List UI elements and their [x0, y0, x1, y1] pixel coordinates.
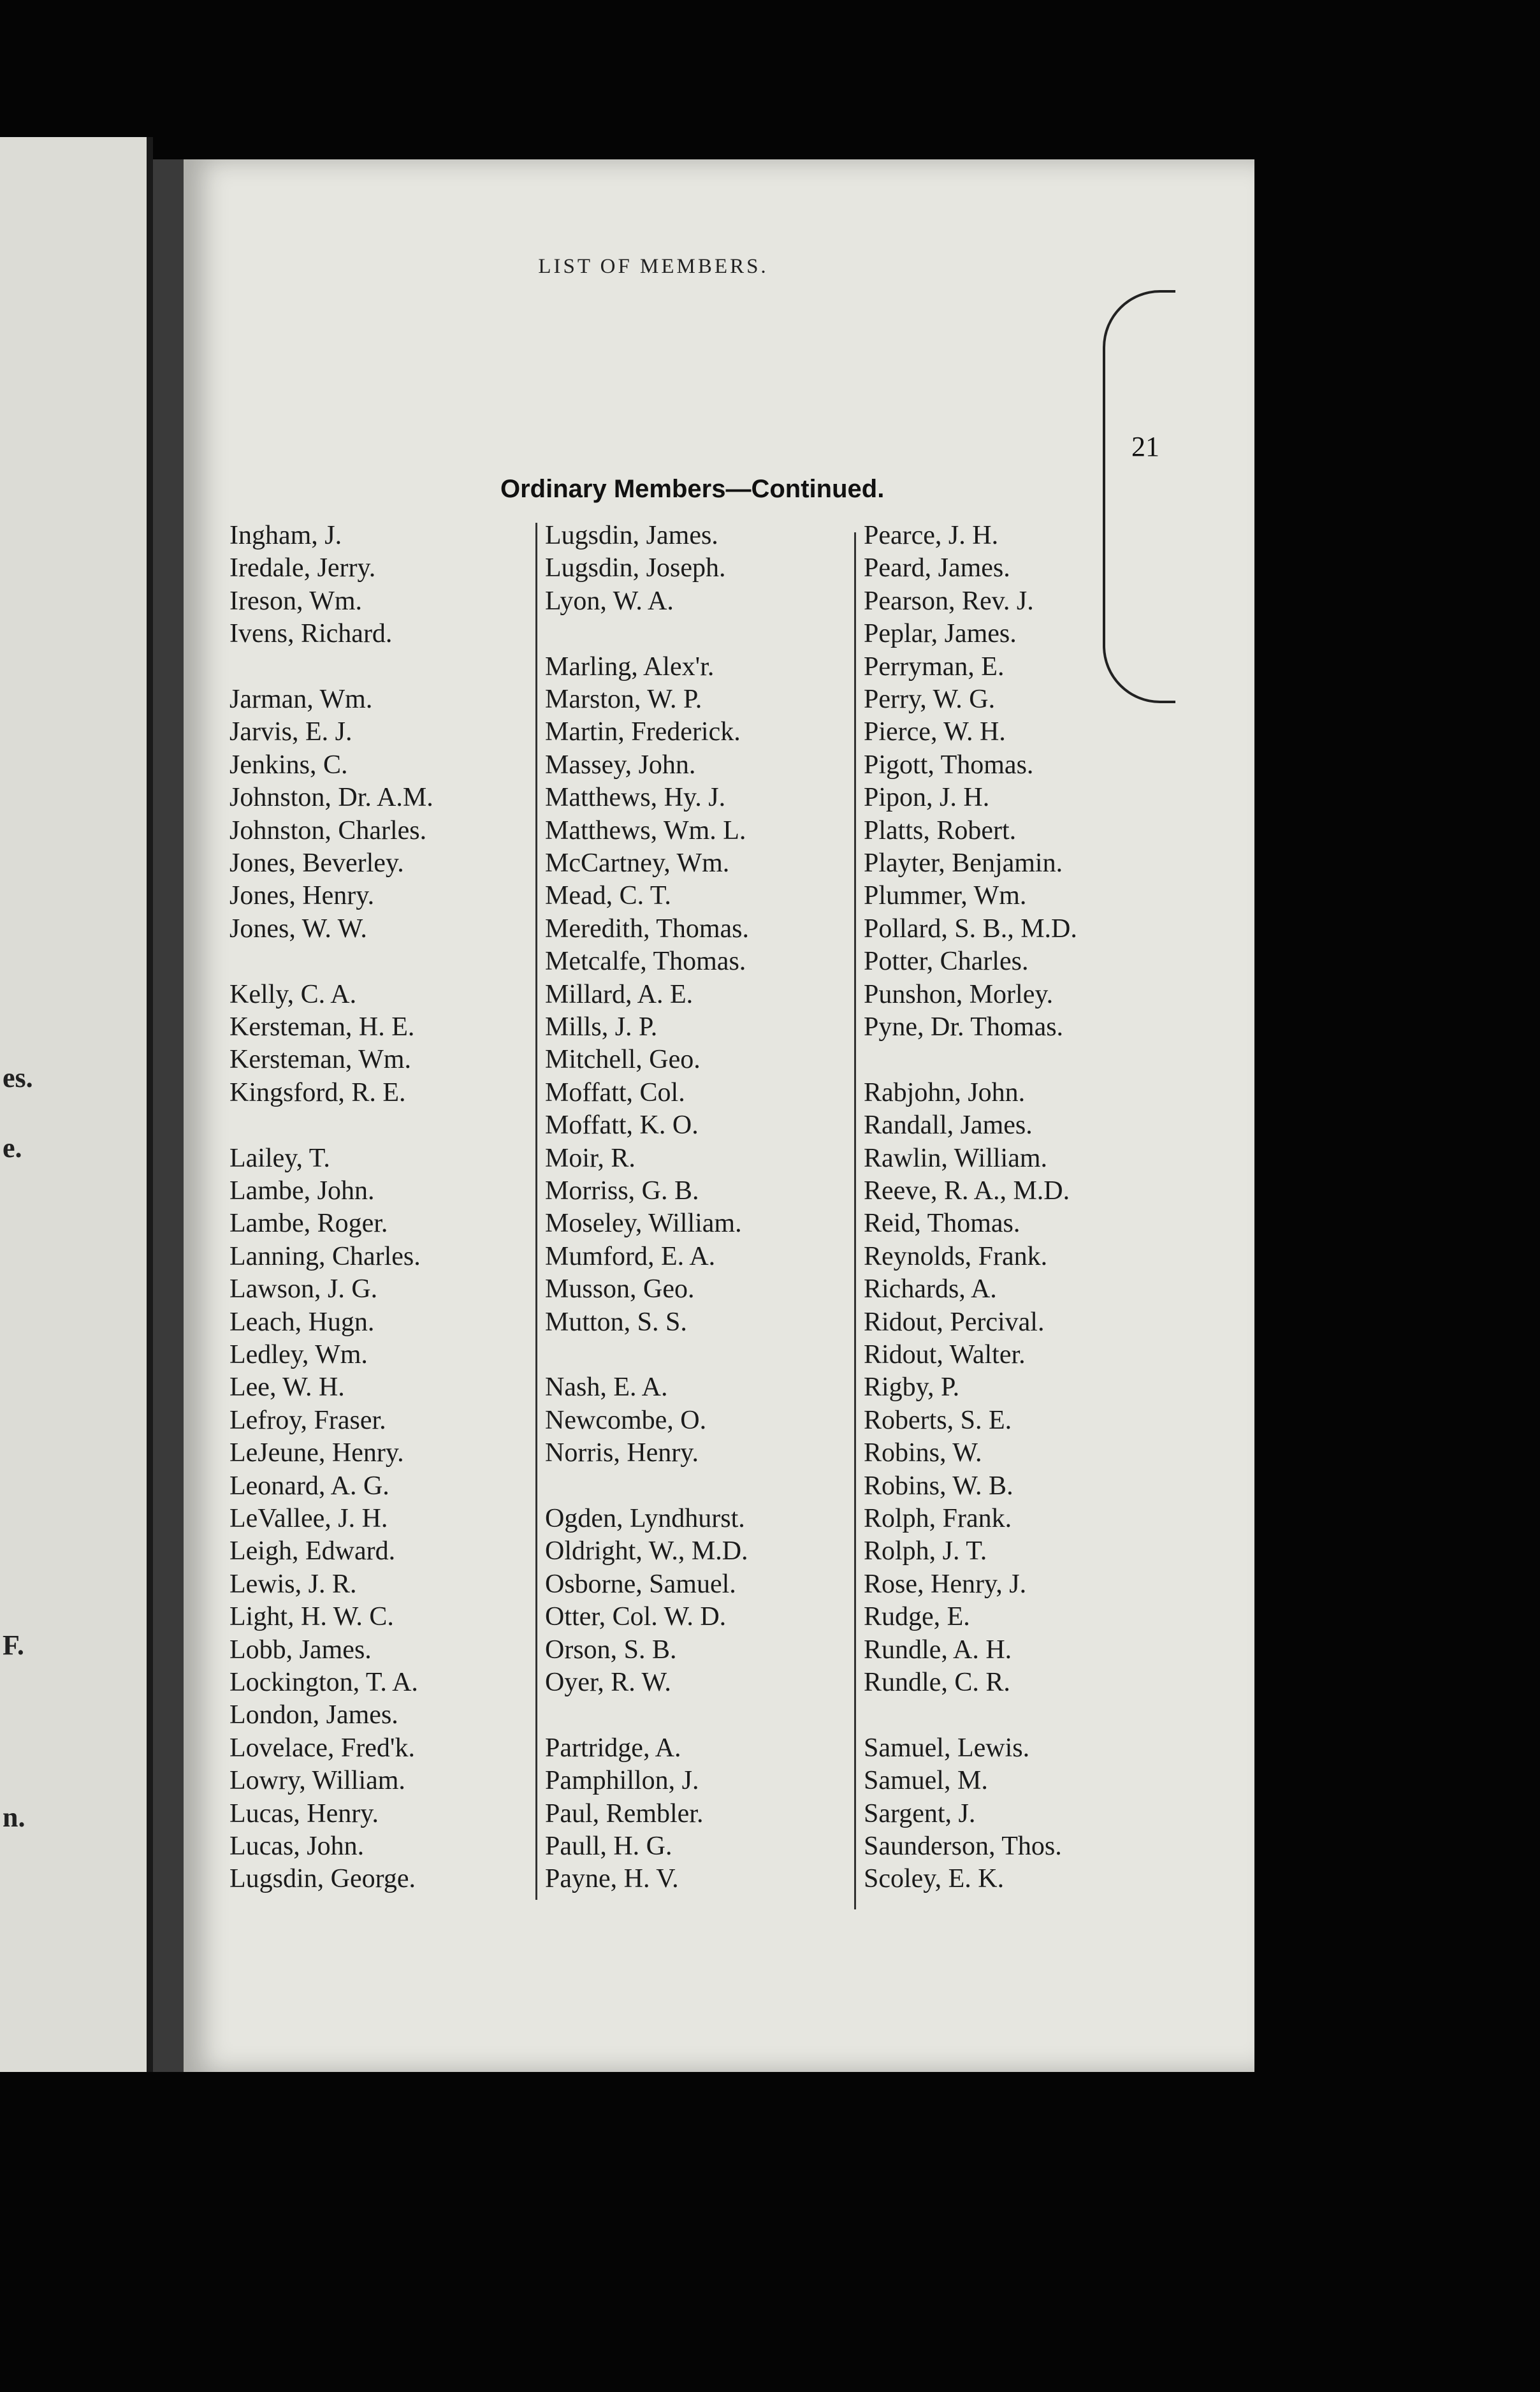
- member-entry: Ingham, J.: [229, 521, 342, 550]
- member-entry: LeJeune, Henry.: [229, 1438, 404, 1468]
- member-entry: Norris, Henry.: [545, 1438, 699, 1468]
- member-entry: Massey, John.: [545, 750, 696, 780]
- member-entry: Rundle, A. H.: [864, 1635, 1012, 1665]
- pencil-bracket-mark: [1103, 290, 1175, 703]
- member-entry: Saunderson, Thos.: [864, 1832, 1062, 1861]
- member-entry: Ivens, Richard.: [229, 619, 393, 649]
- member-entry: Samuel, M.: [864, 1766, 988, 1796]
- member-entry: Lee, W. H.: [229, 1373, 345, 1403]
- member-entry: Lefroy, Fraser.: [229, 1405, 386, 1435]
- member-entry: Ireson, Wm.: [229, 586, 363, 616]
- facing-page-edge: [0, 137, 153, 2072]
- member-entry: Reynolds, Frank.: [864, 1241, 1048, 1271]
- member-entry: Ogden, Lyndhurst.: [545, 1504, 745, 1533]
- member-entry: Lugsdin, Joseph.: [545, 553, 726, 583]
- member-entry: Morriss, G. B.: [545, 1176, 699, 1206]
- member-entry: Johnston, Charles.: [229, 815, 427, 845]
- member-entry: Kelly, C. A.: [229, 979, 357, 1009]
- facing-page-fragment: F.: [3, 1630, 24, 1661]
- member-entry: Martin, Frederick.: [545, 717, 741, 747]
- member-entry: Lugsdin, George.: [229, 1864, 416, 1894]
- member-entry: Platts, Robert.: [864, 815, 1017, 845]
- member-entry: Rigby, P.: [864, 1373, 960, 1403]
- member-entry: Peard, James.: [864, 553, 1010, 583]
- member-entry: Moseley, William.: [545, 1209, 742, 1239]
- member-entry: Leigh, Edward.: [229, 1536, 396, 1566]
- member-entry: Rolph, Frank.: [864, 1504, 1012, 1533]
- member-entry: Pamphillon, J.: [545, 1766, 699, 1796]
- member-entry: Moffatt, K. O.: [545, 1111, 699, 1141]
- member-entry: Jarvis, E. J.: [229, 717, 352, 747]
- member-entry: Oyer, R. W.: [545, 1668, 671, 1697]
- member-entry: Perry, W. G.: [864, 685, 996, 714]
- member-entry: Moir, R.: [545, 1143, 636, 1173]
- member-entry: Metcalfe, Thomas.: [545, 947, 746, 977]
- member-entry: Mead, C. T.: [545, 881, 671, 911]
- member-entry: Jones, Henry.: [229, 881, 375, 911]
- member-entry: Robins, W. B.: [864, 1471, 1013, 1501]
- member-entry: Kingsford, R. E.: [229, 1077, 406, 1107]
- member-entry: Ridout, Percival.: [864, 1307, 1045, 1337]
- member-entry: Lyon, W. A.: [545, 586, 674, 616]
- member-entry: Osborne, Samuel.: [545, 1569, 736, 1599]
- member-entry: Newcombe, O.: [545, 1405, 707, 1435]
- member-entry: Roberts, S. E.: [864, 1405, 1012, 1435]
- member-entry: Kersteman, H. E.: [229, 1012, 415, 1042]
- member-entry: Payne, H. V.: [545, 1864, 679, 1894]
- member-entry: Ridout, Walter.: [864, 1340, 1026, 1369]
- member-entry: Millard, A. E.: [545, 979, 694, 1009]
- member-entry: London, James.: [229, 1700, 398, 1730]
- member-entry: Meredith, Thomas.: [545, 914, 750, 944]
- member-entry: Ledley, Wm.: [229, 1340, 368, 1369]
- member-entry: Reeve, R. A., M.D.: [864, 1176, 1070, 1206]
- member-entry: Musson, Geo.: [545, 1274, 695, 1304]
- member-entry: Mutton, S. S.: [545, 1307, 687, 1337]
- member-entry: Lugsdin, James.: [545, 521, 718, 550]
- member-entry: Jones, Beverley.: [229, 849, 404, 878]
- member-entry: Pyne, Dr. Thomas.: [864, 1012, 1064, 1042]
- facing-page-fragment: e.: [3, 1132, 22, 1163]
- member-entry: Pipon, J. H.: [864, 783, 990, 813]
- member-entry: Potter, Charles.: [864, 947, 1029, 977]
- member-entry: Jarman, Wm.: [229, 685, 373, 714]
- member-entry: Plummer, Wm.: [864, 881, 1027, 911]
- member-entry: Pearson, Rev. J.: [864, 586, 1034, 616]
- section-heading: Ordinary Members—Continued.: [500, 475, 885, 503]
- member-entry: Nash, E. A.: [545, 1373, 668, 1403]
- member-entry: Paul, Rembler.: [545, 1798, 704, 1828]
- member-entry: Moffatt, Col.: [545, 1077, 685, 1107]
- member-entry: Matthews, Hy. J.: [545, 783, 726, 813]
- member-entry: Rolph, J. T.: [864, 1536, 987, 1566]
- facing-page-fragment: n.: [3, 1802, 25, 1833]
- member-entry: Richards, A.: [864, 1274, 997, 1304]
- member-entry: Iredale, Jerry.: [229, 553, 376, 583]
- facing-page-fragment: es.: [3, 1062, 33, 1093]
- member-entry: LeVallee, J. H.: [229, 1504, 388, 1533]
- member-entry: Punshon, Morley.: [864, 979, 1054, 1009]
- member-entry: Perryman, E.: [864, 652, 1005, 682]
- member-entry: Lambe, Roger.: [229, 1209, 388, 1239]
- member-entry: Pierce, W. H.: [864, 717, 1006, 747]
- member-entry: Lovelace, Fred'k.: [229, 1733, 415, 1763]
- member-entry: Kersteman, Wm.: [229, 1045, 411, 1075]
- member-entry: Mitchell, Geo.: [545, 1045, 701, 1075]
- member-entry: Randall, James.: [864, 1111, 1033, 1141]
- member-entry: Pearce, J. H.: [864, 521, 999, 550]
- member-entry: Lockington, T. A.: [229, 1668, 418, 1697]
- member-entry: Marston, W. P.: [545, 685, 702, 714]
- member-entry: Matthews, Wm. L.: [545, 815, 746, 845]
- member-entry: Sargent, J.: [864, 1798, 976, 1828]
- member-entry: Jenkins, C.: [229, 750, 348, 780]
- member-entry: Pigott, Thomas.: [864, 750, 1034, 780]
- member-entry: Lailey, T.: [229, 1143, 330, 1173]
- member-entry: Otter, Col. W. D.: [545, 1602, 727, 1632]
- member-entry: Lobb, James.: [229, 1635, 372, 1665]
- member-entry: Rabjohn, John.: [864, 1077, 1026, 1107]
- member-entry: Leonard, A. G.: [229, 1471, 389, 1501]
- page-number: 21: [1131, 431, 1159, 462]
- member-entry: Pollard, S. B., M.D.: [864, 914, 1077, 944]
- member-entry: Reid, Thomas.: [864, 1209, 1021, 1239]
- member-entry: Rose, Henry, J.: [864, 1569, 1027, 1599]
- column-rule: [854, 532, 856, 1909]
- member-entry: Lawson, J. G.: [229, 1274, 378, 1304]
- member-entry: Paull, H. G.: [545, 1832, 672, 1861]
- member-entry: Mills, J. P.: [545, 1012, 658, 1042]
- member-entry: Partridge, A.: [545, 1733, 681, 1763]
- member-entry: Samuel, Lewis.: [864, 1733, 1030, 1763]
- member-entry: Robins, W.: [864, 1438, 982, 1468]
- member-entry: Oldright, W., M.D.: [545, 1536, 748, 1566]
- member-entry: Lucas, Henry.: [229, 1798, 379, 1828]
- member-entry: Lewis, J. R.: [229, 1569, 357, 1599]
- member-entry: Rundle, C. R.: [864, 1668, 1010, 1697]
- member-entry: Leach, Hugn.: [229, 1307, 375, 1337]
- member-entry: Lowry, William.: [229, 1766, 405, 1796]
- member-entry: Lucas, John.: [229, 1832, 365, 1861]
- member-entry: Playter, Benjamin.: [864, 849, 1063, 878]
- column-rule: [535, 523, 537, 1900]
- member-entry: Jones, W. W.: [229, 914, 367, 944]
- member-entry: Scoley, E. K.: [864, 1864, 1005, 1894]
- member-entry: Rudge, E.: [864, 1602, 970, 1632]
- member-entry: Marling, Alex'r.: [545, 652, 715, 682]
- member-entry: Peplar, James.: [864, 619, 1017, 649]
- member-entry: Light, H. W. C.: [229, 1602, 394, 1632]
- member-entry: Lambe, John.: [229, 1176, 375, 1206]
- member-entry: Orson, S. B.: [545, 1635, 677, 1665]
- running-head: LIST OF MEMBERS.: [538, 255, 769, 278]
- member-entry: Mumford, E. A.: [545, 1241, 716, 1271]
- member-entry: McCartney, Wm.: [545, 849, 730, 878]
- member-entry: Rawlin, William.: [864, 1143, 1048, 1173]
- member-entry: Lanning, Charles.: [229, 1241, 421, 1271]
- book-gutter: [153, 159, 184, 2072]
- member-entry: Johnston, Dr. A.M.: [229, 783, 433, 813]
